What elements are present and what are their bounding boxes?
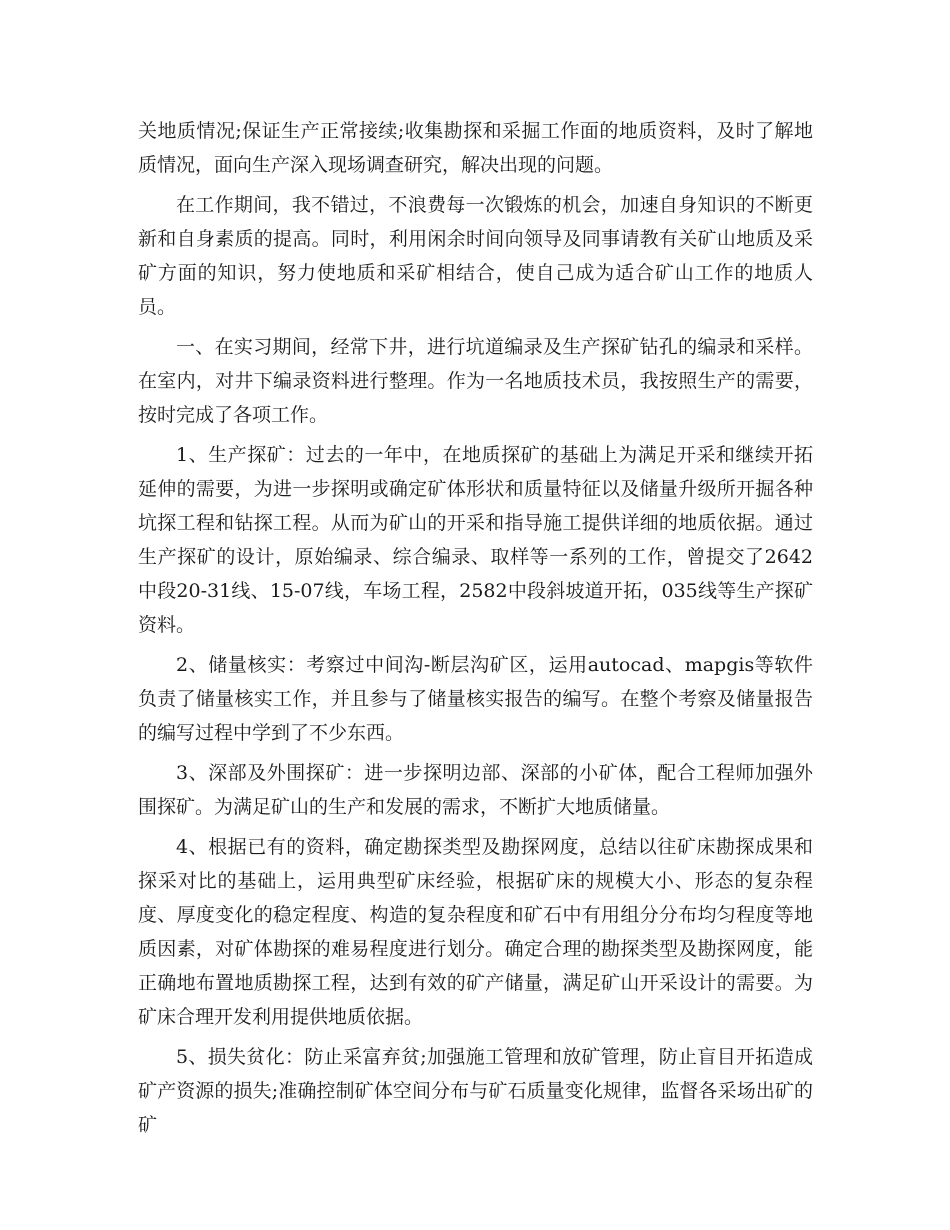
paragraph-reserve-verification: 2、储量核实：考察过中间沟-断层沟矿区，运用autocad、mapgis等软件负责了储量核实工作，并且参与了储量核实报告的编写。在整个考察及储量报告的编写过程中学到了不少东西。 [138, 654, 813, 744]
paragraph-exploration-type: 4、根据已有的资料，确定勘探类型及勘探网度，总结以往矿床勘探成果和探采对比的基础上，运用典型矿床经验，根据矿床的规模大小、形态的复杂程度、厚度变化的稳定程度、构造的复杂程度和矿石中有用组分分布均匀程度等地质因素，对矿体勘探的难易程度进行划分。确定合理的勘探类型及勘探网度，能正确地布置地质勘探工程，达到有效的矿产储量，满足矿山开采设计的需要。为矿床合理开发利用提供地质依据。 [138, 836, 813, 1028]
paragraph-work-period: 在工作期间，我不错过，不浪费每一次锻炼的机会，加速自身知识的不断更新和自身素质的提高。同时，利用闲余时间向领导及同事请教有关矿山地质及采矿方面的知识，努力使地质和采矿相结合，使自己成为适合矿山工作的地质人员。 [138, 194, 813, 318]
paragraph-deep-peripheral-exploration: 3、深部及外围探矿：进一步探明边部、深部的小矿体，配合工程师加强外围探矿。为满足矿山的生产和发展的需求，不断扩大地质储量。 [138, 762, 813, 818]
paragraph-internship: 一、在实习期间，经常下井，进行坑道编录及生产探矿钻孔的编录和采样。在室内，对井下编录资料进行整理。作为一名地质技术员，我按照生产的需要，按时完成了各项工作。 [138, 336, 813, 426]
paragraph-production-exploration: 1、生产探矿：过去的一年中，在地质探矿的基础上为满足开采和继续开拓延伸的需要，为进一步探明或确定矿体形状和质量特征以及储量升级所开掘各种坑探工程和钻探工程。从而为矿山的开采和指导施工提供详细的地质依据。通过生产探矿的设计，原始编录、综合编录、取样等一系列的工作，曾提交了2642中段20-31线、15-07线，车场工程，2582中段斜坡道开拓，035线等生产探矿资料。 [138, 444, 813, 636]
paragraph-loss-dilution: 5、损失贫化：防止采富弃贫;加强施工管理和放矿管理，防止盲目开拓造成矿产资源的损失;准确控制矿体空间分布与矿石质量变化规律，监督各采场出矿的矿 [138, 1046, 813, 1136]
document-body [138, 114, 813, 1148]
paragraph-continuation: 关地质情况;保证生产正常接续;收集勘探和采掘工作面的地质资料，及时了解地质情况，面向生产深入现场调查研究，解决出现的问题。 [138, 120, 813, 176]
